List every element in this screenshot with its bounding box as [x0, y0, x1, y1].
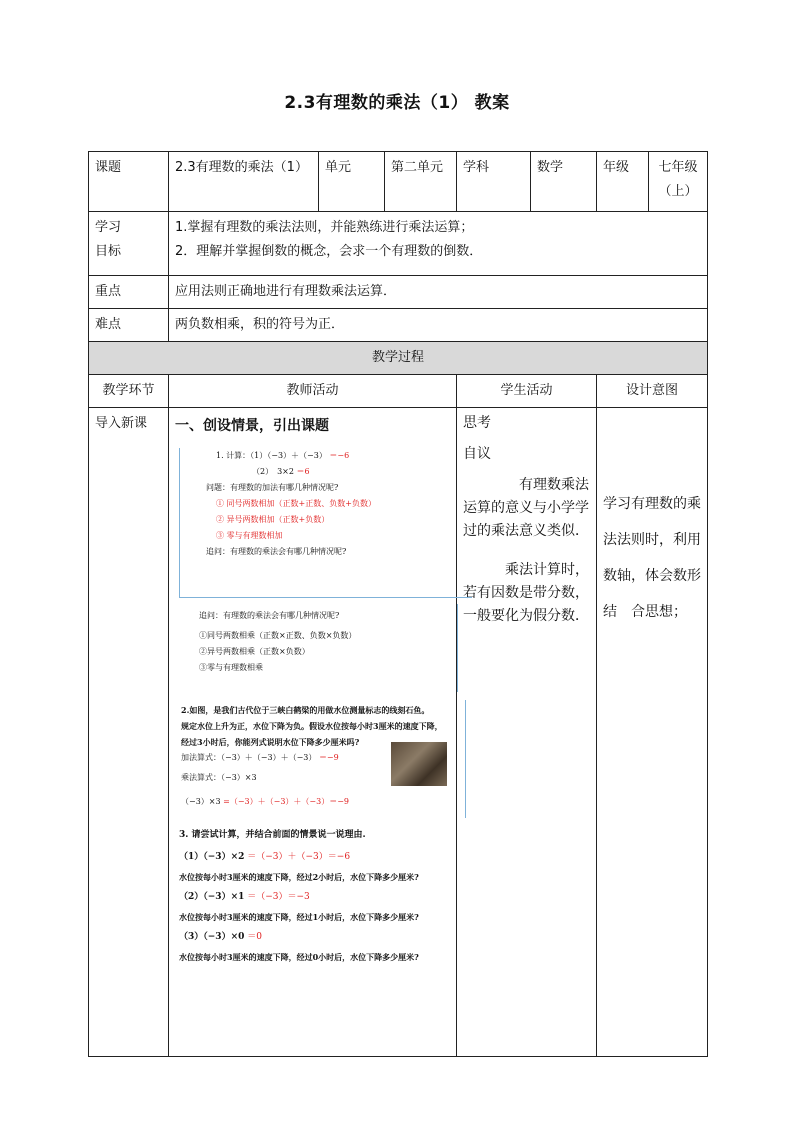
- stone-fish-photo: [391, 742, 447, 786]
- teacher-activity: [169, 408, 457, 1057]
- slide4-q3-note: 水位按每小时3厘米的速度下降，经过0小时后，水位下降多少厘米?: [179, 952, 419, 962]
- slide1-calc2: [216, 464, 450, 480]
- difficulty-row: [89, 309, 708, 342]
- difficulty-text: 两负数相乘，积的符号为正．: [169, 309, 708, 342]
- goals-label: [89, 212, 169, 276]
- document-title: 2.3有理数的乘法（1） 教案: [284, 93, 510, 113]
- key-point-row: [89, 276, 708, 309]
- subject-label: 学科: [457, 152, 531, 212]
- slide1-calc1-expr: 1. 计算：（1）（−3）＋（−3）: [216, 451, 327, 460]
- goals-label-line1: 学习: [95, 220, 122, 235]
- student-activity: [457, 408, 597, 1057]
- slide-try-calculation: [179, 824, 450, 966]
- student-note2: 乘法计算时，若有因数是带分数，一般要化为假分数．: [463, 562, 589, 624]
- key-point-text: 应用法则正确地进行有理数乘法运算．: [169, 276, 708, 309]
- slide4-q3: [179, 926, 450, 948]
- student-note1: 有理数乘法运算的意义与小学学过的乘法意义类似．: [463, 477, 589, 539]
- goals-text: [169, 212, 708, 276]
- difficulty-label: 难点: [89, 309, 169, 342]
- slide4-q2: [179, 886, 450, 908]
- slide4-q1-expr: （1）（−3）×2: [179, 852, 245, 862]
- process-heading: 教学过程: [89, 342, 708, 375]
- slide1-calc2-expr: （2） 3×2: [252, 467, 294, 476]
- col-teacher: 教师活动: [169, 375, 457, 408]
- slide4-q2-expr: （2）（−3）×1: [179, 892, 245, 902]
- slide-multiplication-cases: [199, 604, 458, 692]
- col-student: 学生活动: [457, 375, 597, 408]
- slide3-eq-right: =（−3）＋（−3）＋（−3）＝−9: [223, 797, 350, 806]
- grade-value-line2: （上）: [658, 184, 698, 199]
- header-row: [89, 152, 708, 212]
- slide3-line3: 经过3小时后，你能列式说明水位下降多少厘米吗?: [181, 737, 360, 747]
- slide1-case3: ③ 零与有理数相加: [216, 531, 283, 540]
- slide1-case1: ① 同号两数相加（正数+正数、负数+负数）: [216, 499, 376, 508]
- design-intent: [597, 408, 708, 1057]
- slide3-eq-left: （−3）×3: [181, 797, 221, 806]
- slide4-q1-ans: ＝（−3）＋（−3）＝−6: [247, 852, 351, 862]
- process-heading-row: [89, 342, 708, 375]
- course-label: 课题: [89, 152, 169, 212]
- slide3-mul: 乘法算式：（−3）×3: [181, 773, 257, 782]
- unit-label: 单元: [319, 152, 385, 212]
- stage-cell: 导入新课: [89, 408, 169, 1057]
- intro-row: [89, 408, 708, 1057]
- slide4-q3-expr: （3）（−3）×0: [179, 932, 245, 942]
- slide2-case3: ③零与有理数相乘: [199, 663, 263, 672]
- slide3-line1: 2.如图，是我们古代位于三峡白鹤梁的用做水位测量标志的线刻石鱼。: [181, 705, 430, 715]
- goals-label-line2: 目标: [95, 244, 122, 259]
- slide1-calc1: [216, 448, 450, 464]
- slide4-q3-ans: ＝0: [247, 932, 262, 942]
- subject-value: 数学: [531, 152, 597, 212]
- slide1-bottom-rule: [180, 597, 472, 598]
- slide3-eq: [181, 794, 465, 810]
- student-think: 思考: [463, 415, 491, 431]
- slide2-case2: ②异号两数相乘（正数×负数）: [199, 647, 310, 656]
- slide1-followup: 追问：有理数的乘法会有哪几种情况呢?: [206, 547, 347, 556]
- slide-stone-fish-problem: [181, 700, 466, 818]
- slide2-case1: ①同号两数相乘（正数×正数、负数×负数）: [199, 631, 357, 640]
- unit-value: 第二单元: [385, 152, 457, 212]
- grade-value: [649, 152, 708, 212]
- goal-1: 1.掌握有理数的乘法法则，并能熟练进行乘法运算；: [175, 220, 474, 235]
- student-discuss: 自议: [463, 446, 491, 462]
- slide1-calc2-ans: ＝6: [296, 467, 310, 476]
- col-stage: 教学环节: [89, 375, 169, 408]
- section-title: 一、创设情景，引出课题: [175, 418, 329, 434]
- goals-row: [89, 212, 708, 276]
- slide4-q1: [179, 846, 450, 868]
- goal-2: 2．理解并掌握倒数的概念，会求一个有理数的倒数．: [175, 244, 483, 259]
- slide2-question: 追问：有理数的乘法会有哪几种情况呢?: [199, 611, 340, 620]
- grade-label: 年级: [597, 152, 649, 212]
- lesson-plan-table: [88, 151, 708, 1057]
- slide4-q2-ans: ＝（−3）＝−3: [247, 892, 310, 902]
- slide4-q2-note: 水位按每小时3厘米的速度下降，经过1小时后，水位下降多少厘米?: [179, 912, 419, 922]
- slide3-add-ans: ＝−9: [318, 753, 339, 762]
- slide4-q1-note: 水位按每小时3厘米的速度下降，经过2小时后，水位下降多少厘米?: [179, 872, 419, 882]
- slide3-add-expr: 加法算式：（−3）＋（−3）＋（−3）: [181, 753, 317, 762]
- slide4-prompt: 3. 请尝试计算，并结合前面的情景说一说理由.: [179, 830, 366, 840]
- slide1-question: 问题：有理数的加法有哪几种情况呢?: [206, 483, 339, 492]
- slide-addition-review: [179, 448, 450, 598]
- col-intent: 设计意图: [597, 375, 708, 408]
- intent-text: 学习有理数的乘法法则时，利用数轴，体会数形结 合思想；: [603, 496, 701, 620]
- slide1-case2: ② 异号两数相加（正数+负数）: [216, 515, 330, 524]
- slide3-line2: 规定水位上升为正，水位下降为负。假设水位按每小时3厘米的速度下降，: [181, 721, 443, 731]
- course-value: 2.3有理数的乘法（1）: [169, 152, 319, 212]
- key-point-label: 重点: [89, 276, 169, 309]
- column-header-row: [89, 375, 708, 408]
- grade-value-line1: 七年级: [658, 160, 698, 175]
- slide1-calc1-ans: ＝−6: [329, 451, 350, 460]
